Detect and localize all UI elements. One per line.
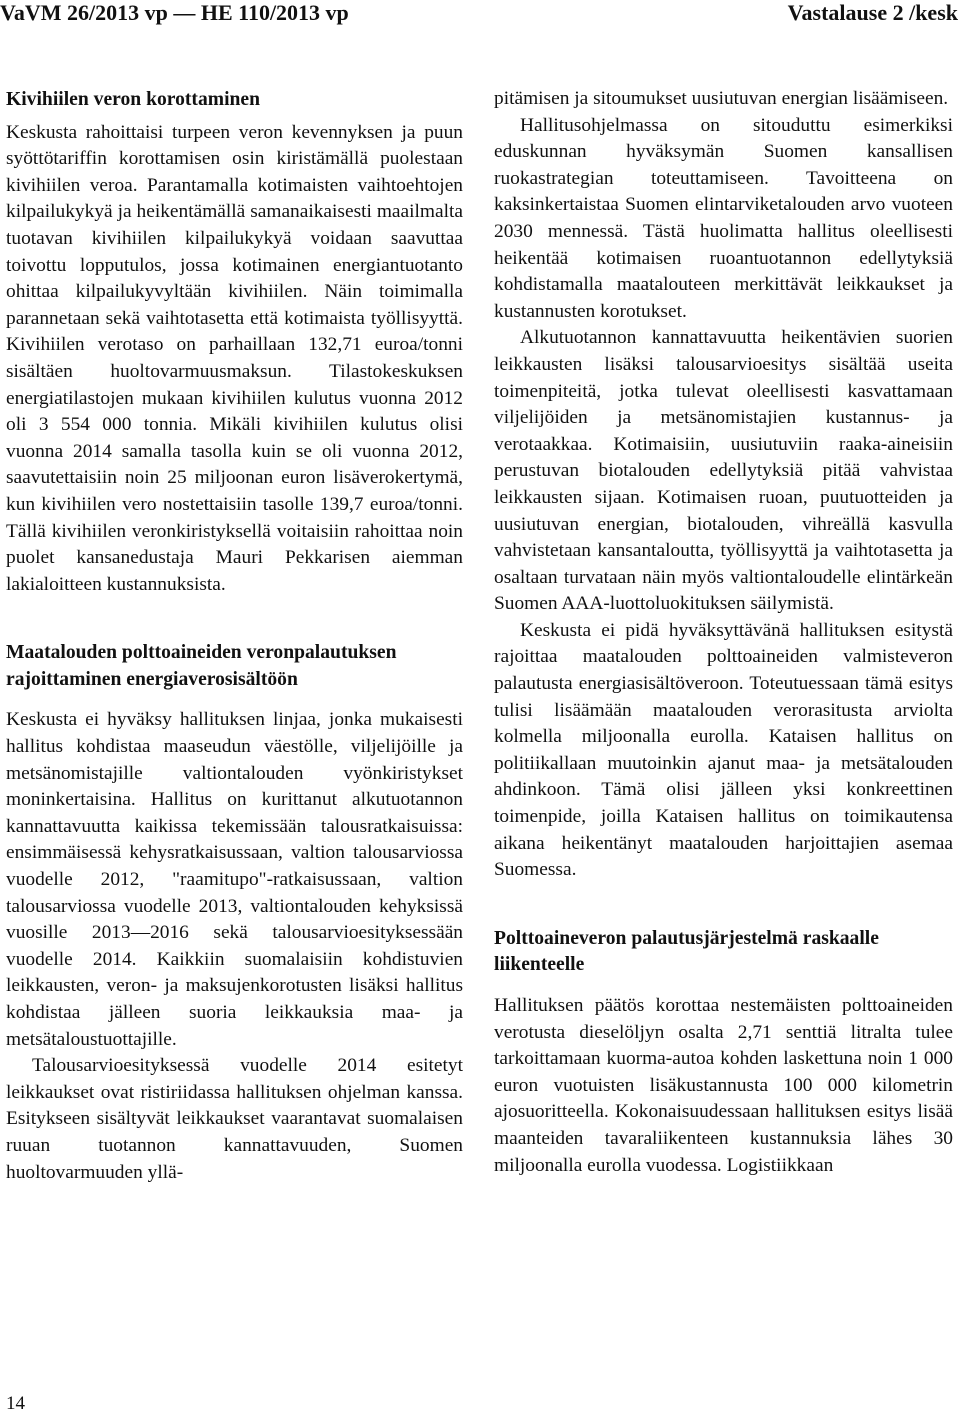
right-column (494, 86, 953, 1179)
paragraph-government-line: Keskusta ei hyväksy hallituksen linjaa, jonka mukaisesti hallitus kohdistaa maaseudun väestölle, viljelijöille ja metsänomistajille valtiontalouden vyönkiristykset moninkertaisina. Hallitus on kurittanut alkutuotannon kannattavuutta kaikissa tekemissään talousratkaisuissa: ensimmäisessä kehysratkaisussaan, valtion talousarviossa vuodelle 2012, "raamitupo"-ratkaisussaan, valtion talousarviossa vuodelle 2013, valtiontalouden kehyksissä vuosille 2013—2016 sekä talousarvioesityksessään vuodelle 2014. Kaikkiin suomalaisiin kohdistuvien leikkausten, veron- ja maksujenkorotusten lisäksi hallitus kohdistaa jälleen suoria leikkauksia maa- ja metsätaloustuottajille. (6, 709, 463, 1050)
running-header (0, 0, 960, 34)
paragraph-primary-production: Alkutuotannon kannattavuutta heikentävien suorien leikkausten lisäksi talousarvioesitys sisältää useita toimenpiteitä, jotka tulevat oleellisesti kasvattamaan viljelijöiden ja metsänomistajien kustannus- ja verotaakkaa. Kotimaisiin, uusiutuviin raaka-aineisiin perustuvan biotalouden edellytyksiä pitää vahvistaa leikkausten sijaan. Kotimaisen ruoan, puutuotteiden ja uusiutuvan energian, biotalouden, vihreällä kasvulla vahvistetaan kansantaloutta, työllisyyttä ja vaihtotasetta ja osaltaan turvataan näin myös valtiontaloudelle elintärkeän Suomen AAA-luottoluokituksen säilymistä. (494, 327, 953, 615)
paragraph-coal-tax: Keskusta rahoittaisi turpeen veron kevennyksen ja puun syöttötariffin korottamisen osin kiristämällä puolestaan kivihiilen veroa. Parantamalla kotimaisten vaihtoehtojen kilpailukykyä ja heikentämällä samanaikaisesti maailmalta tuotavan kivihiilen kilpailukykyä voidaan saavuttaa toivottu lopputulos, jossa kotimainen energiantuotanto ohittaa kilpailukyvyltään kivihiilen. Näin toimimalla parannetaan sekä vaihtotasetta että kotimaista työllisyyttä. Kivihiilen verotaso on parhaillaan 132,71 euroa/tonni sisältäen huoltovarmuusmaksun. Tilastokeskuksen energiatilastojen mukaan kivihiilen kulutus vuonna 2012 oli 3 554 000 tonnia. Mikäli kivihiilen kulutus olisi vuonna 2014 samalla tasolla kuin se oli vuonna 2012, saavutettaisiin noin 25 miljoonan euron lisäverokertymä, kun kivihiilen vero nostettaisiin tasolle 139,7 euroa/tonni. Tällä kivihiilen veronkiristyksellä voitaisiin rahoittaa noin puolet kansanedustaja Mauri Pekkarisen aiemman lakialoitteen kustannuksista. (6, 121, 463, 595)
paragraph-diesel-tax: Hallituksen päätös korottaa nestemäisten polttoaineiden verotusta dieselöljyn osalta 2,71 senttiä litralta tulee tarkoittamaan kuorma-autoa kohden laskettuna noin 1 000 euron vuotuisten lisäkustannusta 100 000 kilometrin ajosuoritteella. Kokonaisuudessaan hallituksen esitys lisää maanteiden tavaraliikenteen kustannuksia lähes 30 miljoonalla eurolla vuodessa. Logistiikkaan (494, 995, 953, 1176)
header-section-label: Vastalause 2 /kesk (787, 0, 958, 25)
page-number: 14 (6, 1393, 25, 1414)
heading-heavy-traffic-refund: Polttoaineveron palautusjärjestelmä raskaalle liikenteelle (494, 927, 879, 976)
heading-agricultural-fuel-refund: Maatalouden polttoaineiden veronpalautuksen rajoittaminen energiaverosisältöön (6, 642, 397, 690)
paragraph-continuation: pitämisen ja sitoumukset uusiutuvan energian lisäämiseen. (494, 88, 949, 109)
header-document-reference: VaVM 26/2013 vp — HE 110/2013 vp (0, 0, 349, 25)
paragraph-excise-refund: Keskusta ei pidä hyväksyttävänä hallituksen esitystä rajoittaa maatalouden polttoaineiden valmisteveron palautusta energiasisältöveroon. Toteutuessaan tämä esitys tulisi lisäämään maatalouden verorasitusta arviolta kolmella miljoonalla eurolla. Kataisen hallitus on politiikallaan muutoinkin ajanut maa- ja metsätalouden ahdinkoon. Tämä olisi jälleen yksi konkreettinen toimenpide, joilla Kataisen hallitus on toimikautensa aikana heikentänyt maatalouden harjoittajien asemaa Suomessa. (494, 619, 953, 881)
paragraph-food-strategy: Hallitusohjelmassa on sitouduttu esimerkiksi eduskunnan hyväksymän Suomen kansallisen ruokastrategian toteuttamiseen. Tavoitteena on kaksinkertaistaa Suomen elintarviketalouden arvo vuoteen 2030 mennessä. Tästä huolimatta hallitus oleellisesti heikentää kotimaisen ruoantuotannon edellytyksiä kohdistamalla maatalouteen merkittävät leikkaukset ja kustannusten korotukset. (494, 114, 953, 322)
left-column (6, 87, 463, 1186)
paragraph-budget-cuts: Talousarvioesityksessä vuodelle 2014 esitetyt leikkaukset ovat ristiriidassa hallituksen ohjelman kanssa. Esitykseen sisältyvät leikkaukset vaarantavat suomalaisen ruuan tuotannon kannattavuuden, Suomen huoltovarmuuden yllä- (6, 1055, 463, 1183)
heading-coal-tax: Kivihiilen veron korottaminen (6, 89, 261, 110)
